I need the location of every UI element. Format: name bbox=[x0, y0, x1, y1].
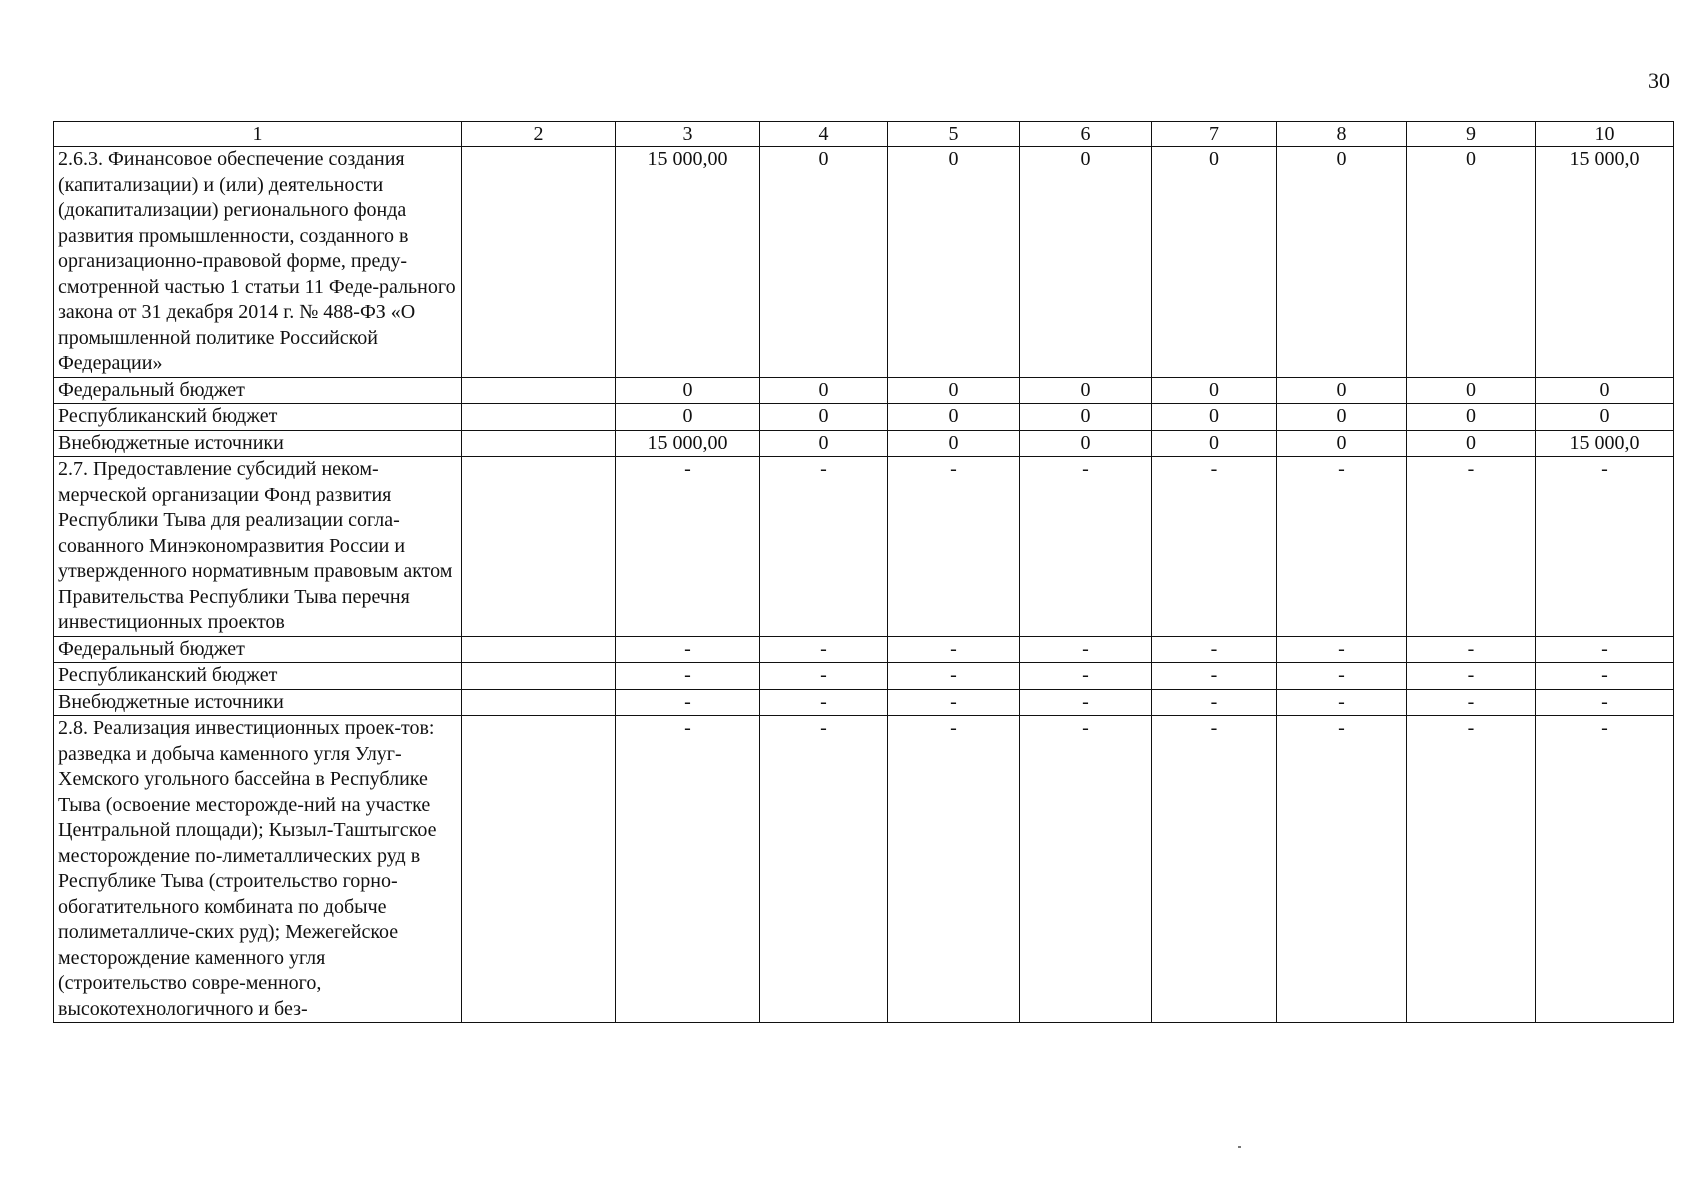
value-cell: - bbox=[1536, 716, 1674, 1023]
value-cell: 15 000,00 bbox=[616, 430, 760, 457]
value-cell: 0 bbox=[1277, 404, 1407, 431]
value-cell: 0 bbox=[1152, 430, 1277, 457]
value-cell: 0 bbox=[1152, 377, 1277, 404]
column-number: 10 bbox=[1536, 122, 1674, 147]
column-number: 5 bbox=[888, 122, 1020, 147]
table-row-item bbox=[54, 457, 1674, 637]
column-number: 2 bbox=[462, 122, 616, 147]
value-cell: 15 000,0 bbox=[1536, 147, 1674, 378]
value-cell: - bbox=[616, 457, 760, 637]
value-cell: - bbox=[1277, 716, 1407, 1023]
column-number-row bbox=[54, 122, 1674, 147]
table-row-source bbox=[54, 404, 1674, 431]
value-cell: - bbox=[888, 663, 1020, 690]
table-row-source bbox=[54, 636, 1674, 663]
value-cell: - bbox=[1407, 457, 1536, 637]
row-col2-cell bbox=[462, 663, 616, 690]
value-cell: - bbox=[1152, 689, 1277, 716]
value-cell: - bbox=[1020, 636, 1152, 663]
value-cell: 0 bbox=[888, 404, 1020, 431]
value-cell: 0 bbox=[1277, 147, 1407, 378]
value-cell: 0 bbox=[888, 147, 1020, 378]
value-cell: 0 bbox=[888, 430, 1020, 457]
value-cell: 0 bbox=[1277, 430, 1407, 457]
column-number: 7 bbox=[1152, 122, 1277, 147]
value-cell: 0 bbox=[1407, 377, 1536, 404]
value-cell: - bbox=[1407, 636, 1536, 663]
value-cell: 0 bbox=[1020, 147, 1152, 378]
row-col2-cell bbox=[462, 404, 616, 431]
value-cell: - bbox=[1020, 663, 1152, 690]
row-description: Федеральный бюджет bbox=[54, 377, 462, 404]
row-col2-cell bbox=[462, 147, 616, 378]
column-number: 9 bbox=[1407, 122, 1536, 147]
value-cell: 0 bbox=[1536, 377, 1674, 404]
value-cell: - bbox=[616, 716, 760, 1023]
value-cell: - bbox=[760, 457, 888, 637]
row-description: Республиканский бюджет bbox=[54, 404, 462, 431]
row-description: 2.6.3. Финансовое обеспечение создания (капитализации) и (или) деятельности (докапитализации) регионального фонда развития промышленности, созданного в организационно-правовой форме, преду-смотренной частью 1 статьи 11 Феде-рального закона от 31 декабря 2014 г. № 488-ФЗ «О промышленной политике Российской Федерации» bbox=[54, 147, 462, 378]
value-cell: - bbox=[1020, 457, 1152, 637]
value-cell: - bbox=[760, 663, 888, 690]
row-col2-cell bbox=[462, 377, 616, 404]
value-cell: - bbox=[1536, 457, 1674, 637]
value-cell: 0 bbox=[888, 377, 1020, 404]
value-cell: 0 bbox=[616, 404, 760, 431]
value-cell: - bbox=[1536, 663, 1674, 690]
value-cell: 0 bbox=[616, 377, 760, 404]
table-row-source bbox=[54, 377, 1674, 404]
value-cell: - bbox=[888, 716, 1020, 1023]
column-number: 4 bbox=[760, 122, 888, 147]
value-cell: - bbox=[1152, 636, 1277, 663]
column-number: 8 bbox=[1277, 122, 1407, 147]
table-row-item bbox=[54, 716, 1674, 1023]
value-cell: 0 bbox=[1020, 404, 1152, 431]
table-row-source bbox=[54, 689, 1674, 716]
value-cell: - bbox=[1277, 663, 1407, 690]
table-row-source bbox=[54, 430, 1674, 457]
value-cell: 0 bbox=[760, 404, 888, 431]
value-cell: - bbox=[1407, 663, 1536, 690]
row-col2-cell bbox=[462, 457, 616, 637]
row-col2-cell bbox=[462, 689, 616, 716]
column-number: 3 bbox=[616, 122, 760, 147]
value-cell: 0 bbox=[1407, 147, 1536, 378]
value-cell: - bbox=[760, 716, 888, 1023]
value-cell: - bbox=[1536, 689, 1674, 716]
value-cell: - bbox=[888, 636, 1020, 663]
value-cell: - bbox=[616, 636, 760, 663]
page-number: 30 bbox=[1648, 68, 1670, 93]
value-cell: - bbox=[1407, 716, 1536, 1023]
row-description: Федеральный бюджет bbox=[54, 636, 462, 663]
value-cell: - bbox=[1407, 689, 1536, 716]
value-cell: 0 bbox=[760, 147, 888, 378]
value-cell: - bbox=[616, 663, 760, 690]
value-cell: 0 bbox=[1407, 430, 1536, 457]
value-cell: 0 bbox=[1152, 404, 1277, 431]
row-description: 2.8. Реализация инвестиционных проек-тов: разведка и добыча каменного угля Улуг-Хемского угольного бассейна в Республике Тыва (освоение месторожде-ний на участке Центральной площади); Кызыл-Таштыгское месторождение по-лиметаллических руд в Республике Тыва (строительство горно-обогатительного комбината по добыче полиметалличе-ских руд); Межегейское месторождение каменного угля (строительство совре-менного, высокотехнологичного и без- bbox=[54, 716, 462, 1023]
row-col2-cell bbox=[462, 636, 616, 663]
value-cell: 0 bbox=[760, 430, 888, 457]
row-description: Внебюджетные источники bbox=[54, 430, 462, 457]
value-cell: - bbox=[888, 689, 1020, 716]
value-cell: - bbox=[1020, 716, 1152, 1023]
row-description: Внебюджетные источники bbox=[54, 689, 462, 716]
value-cell: 0 bbox=[1277, 377, 1407, 404]
value-cell: - bbox=[1277, 457, 1407, 637]
value-cell: - bbox=[1152, 663, 1277, 690]
value-cell: - bbox=[888, 457, 1020, 637]
value-cell: 0 bbox=[1407, 404, 1536, 431]
column-number: 6 bbox=[1020, 122, 1152, 147]
value-cell: - bbox=[760, 689, 888, 716]
value-cell: 0 bbox=[1152, 147, 1277, 378]
value-cell: 0 bbox=[1020, 430, 1152, 457]
value-cell: - bbox=[1020, 689, 1152, 716]
value-cell: 0 bbox=[1020, 377, 1152, 404]
value-cell: - bbox=[1152, 716, 1277, 1023]
row-description: Республиканский бюджет bbox=[54, 663, 462, 690]
budget-table bbox=[53, 121, 1674, 1023]
value-cell: - bbox=[1277, 689, 1407, 716]
value-cell: 0 bbox=[1536, 404, 1674, 431]
table-row-item bbox=[54, 147, 1674, 378]
value-cell: - bbox=[1152, 457, 1277, 637]
value-cell: - bbox=[1277, 636, 1407, 663]
row-description: 2.7. Предоставление субсидий неком-мерческой организации Фонд развития Республики Тыва для реализации согла-сованного Минэкономразвития России и утвержденного нормативным правовым актом Правительства Республики Тыва перечня инвестиционных проектов bbox=[54, 457, 462, 637]
value-cell: - bbox=[616, 689, 760, 716]
value-cell: 15 000,00 bbox=[616, 147, 760, 378]
column-number: 1 bbox=[54, 122, 462, 147]
table-row-source bbox=[54, 663, 1674, 690]
row-col2-cell bbox=[462, 716, 616, 1023]
value-cell: 15 000,0 bbox=[1536, 430, 1674, 457]
row-col2-cell bbox=[462, 430, 616, 457]
table-body bbox=[54, 147, 1674, 1023]
value-cell: 0 bbox=[760, 377, 888, 404]
value-cell: - bbox=[760, 636, 888, 663]
scan-dot bbox=[1238, 1146, 1241, 1148]
value-cell: - bbox=[1536, 636, 1674, 663]
